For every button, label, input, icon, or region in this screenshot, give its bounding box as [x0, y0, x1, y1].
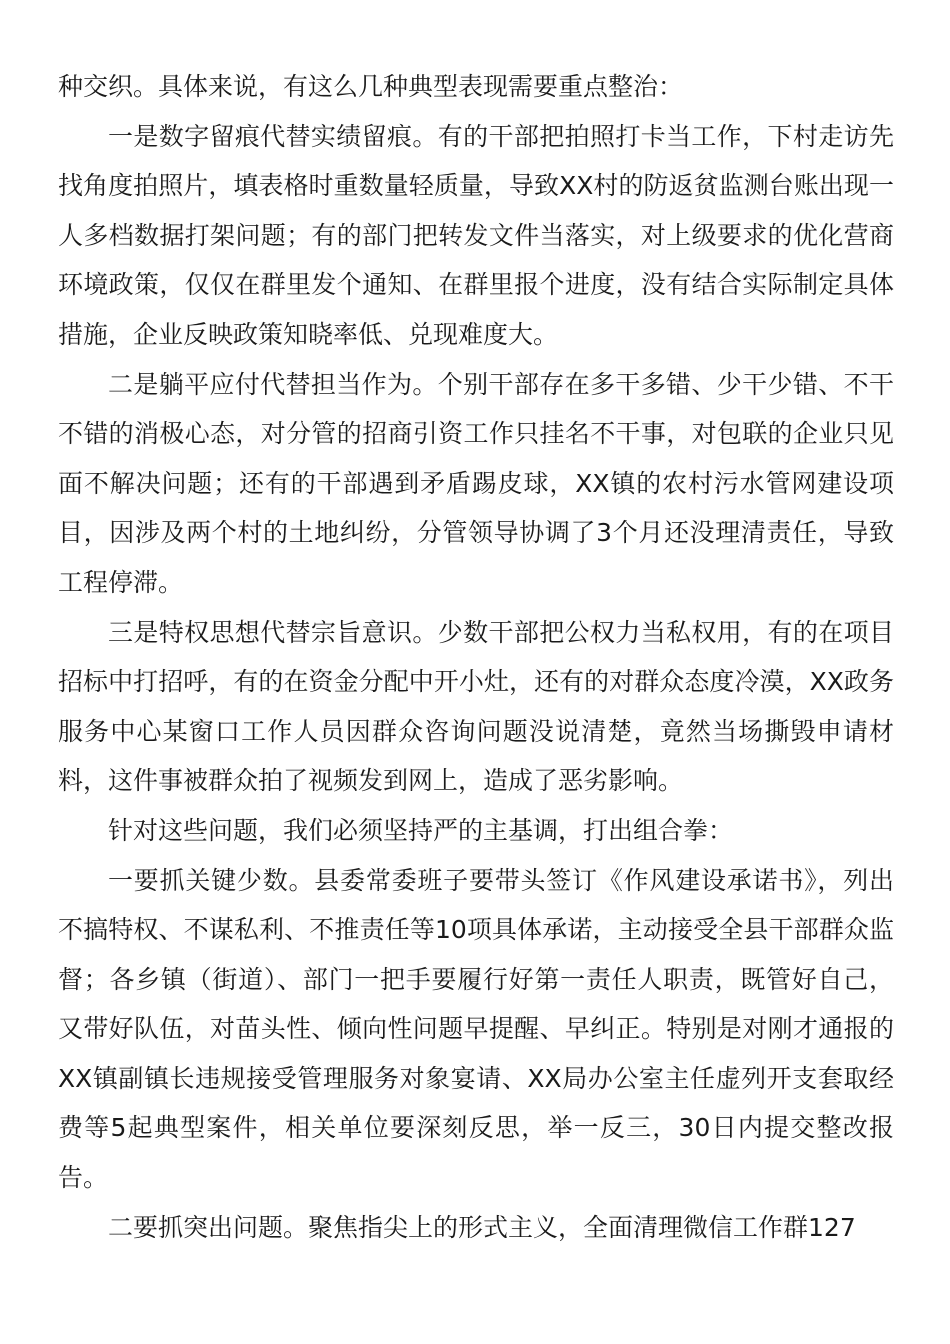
paragraph-measure-one: 一要抓关键少数。县委常委班子要带头签订《作风建设承诺书》，列出不搞特权、不谋私利、不推责任等10项具体承诺，主动接受全县干部群众监督；各乡镇（街道）、部门一把手要履行好第一责任人职责，既管好自己，又带好队伍，对苗头性、倾向性问题早提醒、早纠正。特别是对刚才通报的XX镇副镇长违规接受管理服务对象宴请、XX局办公室主任虚列开支套取经费等5起典型案件，相关单位要深刻反思，举一反三，30日内提交整改报告。 — [58, 865, 894, 1193]
paragraph-point-one: 一是数字留痕代替实绩留痕。有的干部把拍照打卡当工作，下村走访先找角度拍照片，填表格时重数量轻质量，导致XX村的防返贫监测台账出现一人多档数据打架问题；有的部门把转发文件当落实，对上级要求的优化营商环境政策，仅仅在群里发个通知、在群里报个进度，没有结合实际制定具体措施，企业反映政策知晓率低、兑现难度大。 — [58, 121, 894, 349]
paragraph-measures-intro: 针对这些问题，我们必须坚持严的主基调，打出组合拳： — [108, 815, 734, 845]
paragraph-point-two: 二是躺平应付代替担当作为。个别干部存在多干多错、少干少错、不干不错的消极心态，对分管的招商引资工作只挂名不干事，对包联的企业只见面不解决问题；还有的干部遇到矛盾踢皮球，XX镇的农村污水管网建设项目，因涉及两个村的土地纠纷，分管领导协调了3个月还没理清责任，导致工程停滞。 — [58, 369, 894, 597]
paragraph-intro: 种交织。具体来说，有这么几种典型表现需要重点整治： — [58, 72, 684, 101]
document-page — [58, 62, 894, 1252]
paragraph-point-three: 三是特权思想代替宗旨意识。少数干部把公权力当私权用，有的在项目招标中打招呼，有的在资金分配中开小灶，还有的对群众态度冷漠，XX政务服务中心某窗口工作人员因群众咨询问题没说清楚，竟然当场撕毁申请材料，这件事被群众拍了视频发到网上，造成了恶劣影响。 — [58, 617, 894, 796]
paragraph-measure-two: 二要抓突出问题。聚焦指尖上的形式主义，全面清理微信工作群127 — [108, 1212, 856, 1242]
